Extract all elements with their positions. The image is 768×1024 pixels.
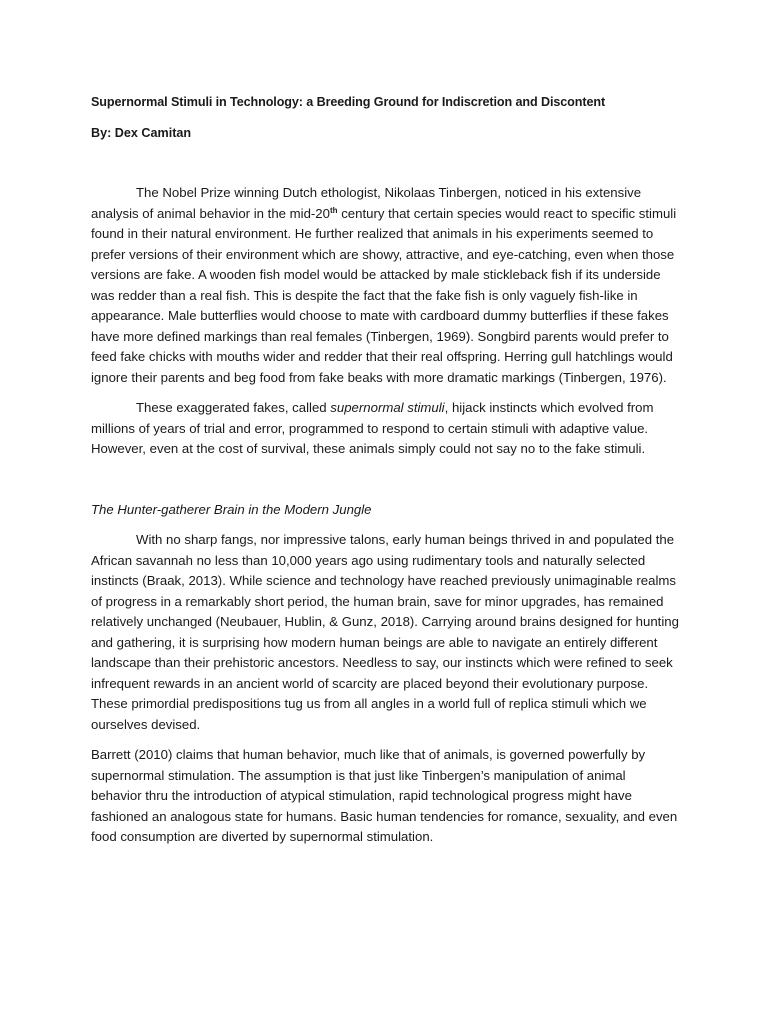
superscript-ordinal: th <box>329 205 338 215</box>
emphasized-term: supernormal stimuli <box>330 400 445 415</box>
paragraph-text: century that certain species would react to specific stimuli found in their natural environment. He further realized that animals in his experiments seemed to prefer versions of their environment which are showy, attractive, and eye-catching, even when those versions are fake. A wooden fish model would be attacked by male stickleback fish if its underside was redder than a real fish. This is despite the fact that the fake fish is only vaguely fish-like in appearance. Male butterflies would choose to mate with cardboard dummy butterflies if these fakes have more defined markings than real females (Tinbergen, 1969). Songbird parents would prefer to feed fake chicks with mouths wider and redder that their real offspring. Herring gull hatchlings would ignore their parents and beg food from fake beaks with more dramatic markings (Tinbergen, 1976). <box>91 205 677 385</box>
paragraph-supernormal-stimuli <box>91 398 679 460</box>
document-title: Supernormal Stimuli in Technology: a Breeding Ground for Indiscretion and Discontent <box>91 95 606 109</box>
paragraph-text: , hijack instincts which evolved from millions of years of trial and error, programmed to respond to certain stimuli with adaptive value. However, even at the cost of survival, these animals simply could not say no to the fake stimuli. <box>91 400 654 456</box>
paragraph-tinbergen-intro <box>91 183 679 388</box>
document-body <box>91 94 679 858</box>
paragraph-text: These exaggerated fakes, called <box>136 400 331 415</box>
author-byline: By: Dex Camitan <box>91 126 192 140</box>
paragraph-hunter-gatherer: With no sharp fangs, nor impressive talons, early human beings thrived in and populated the African savannah no less than 10,000 years ago using rudimentary tools and naturally selected instincts (Braak, 2013). While science and technology have reached previously unimaginable realms of progress in a remarkably short period, the human brain, save for minor upgrades, has remained relatively unchanged (Neubauer, Hublin, & Gunz, 2018). Carrying around brains designed for hunting and gathering, it is surprising how modern human beings are able to navigate an entirely different landscape than their prehistoric ancestors. Needless to say, our instincts which were refined to seek infrequent rewards in an ancient world of scarcity are placed beyond their evolutionary purpose. These primordial predispositions tug us from all angles in a world full of replica stimuli which we ourselves devised. <box>91 532 679 732</box>
paragraph-barrett: Barrett (2010) claims that human behavior, much like that of animals, is governed powerfully by supernormal stimulation. The assumption is that just like Tinbergen’s manipulation of animal behavior thru the introduction of atypical stimulation, rapid technological progress might have fashioned an analogous state for humans. Basic human tendencies for romance, sexuality, and even food consumption are diverted by supernormal stimulation. <box>91 747 678 844</box>
paragraph-text: The Nobel Prize winning Dutch ethologist, Nikolaas Tinbergen, noticed in his extensive analysis of animal behavior in the mid-20 <box>91 185 642 221</box>
section-heading: The Hunter-gatherer Brain in the Modern Jungle <box>91 501 372 517</box>
